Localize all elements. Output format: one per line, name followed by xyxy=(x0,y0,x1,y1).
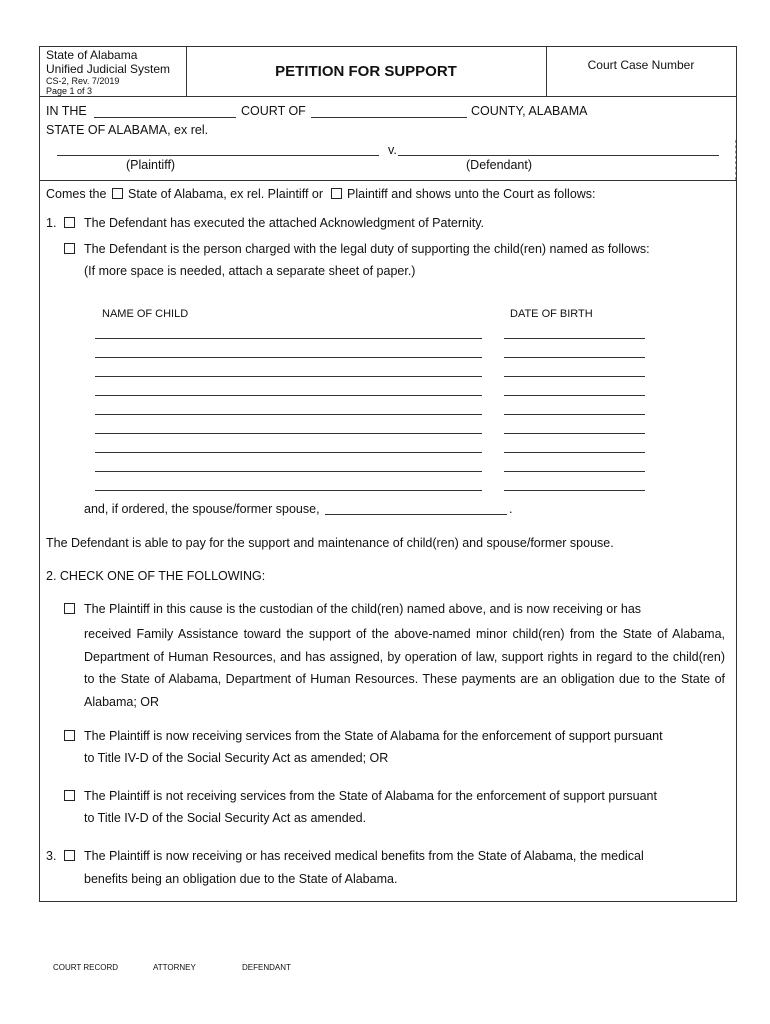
form-title: PETITION FOR SUPPORT xyxy=(275,63,457,80)
state-ex-rel-label: STATE OF ALABAMA, ex rel. xyxy=(46,123,209,137)
caption-bottom-rule xyxy=(39,180,736,181)
versus-label: v. xyxy=(388,143,397,157)
county-alabama-label: COUNTY, ALABAMA xyxy=(471,104,588,118)
medical-benefits-checkbox[interactable] xyxy=(64,850,75,861)
header-bottom-rule xyxy=(39,96,736,97)
court-case-number-label: Court Case Number xyxy=(587,58,695,72)
child-name-field[interactable] xyxy=(95,338,482,339)
child-name-field[interactable] xyxy=(95,395,482,396)
copy-defendant: DEFENDANT xyxy=(242,963,291,972)
child-name-field[interactable] xyxy=(95,471,482,472)
child-dob-field[interactable] xyxy=(504,338,645,339)
custodian-checkbox[interactable] xyxy=(64,603,75,614)
not-ivd-services-line1: The Plaintiff is not receiving services from the State of Alabama for the enforcement of support pursuant xyxy=(84,789,657,803)
child-dob-field[interactable] xyxy=(504,433,645,434)
plaintiff-option: Plaintiff and shows unto the Court as follows: xyxy=(347,187,596,201)
child-dob-field[interactable] xyxy=(504,471,645,472)
spouse-name-field[interactable] xyxy=(325,514,507,515)
not-ivd-services-checkbox[interactable] xyxy=(64,790,75,801)
plaintiff-name-field[interactable] xyxy=(57,155,379,156)
custodian-text-rest: received Family Assistance toward the support of the above-named minor child(ren) from the State of Alabama, Department of Human Resources, and has assigned, by operation of law, support rights in regard to the child(ren) to the State of Alabama, Department of Human Resources. These payments are an obligation due to the State of Alabama; OR xyxy=(84,627,725,709)
child-dob-field[interactable] xyxy=(504,452,645,453)
spouse-label: and, if ordered, the spouse/former spouse, xyxy=(84,502,320,516)
court-case-number-field[interactable] xyxy=(552,74,730,92)
court-of-label: COURT OF xyxy=(241,104,306,118)
page-number: Page 1 of 3 xyxy=(46,86,93,96)
custodian-text-line1: The Plaintiff in this cause is the custodian of the child(ren) named above, and is now receiving or has xyxy=(84,602,642,616)
ivd-services-line2: to Title IV-D of the Social Security Act as amended; OR xyxy=(84,751,389,765)
able-to-pay-text: The Defendant is able to pay for the support and maintenance of child(ren) and spouse/former spouse. xyxy=(46,536,614,550)
state-ex-rel-option: State of Alabama, ex rel. Plaintiff or xyxy=(128,187,324,201)
comes-the-label: Comes the xyxy=(46,187,107,201)
not-ivd-services-line2: to Title IV-D of the Social Security Act as amended. xyxy=(84,811,367,825)
form-number: CS-2, Rev. 7/2019 xyxy=(46,76,120,86)
child-name-field[interactable] xyxy=(95,490,482,491)
in-the-label: IN THE xyxy=(46,104,87,118)
plaintiff-label: (Plaintiff) xyxy=(126,158,176,172)
ivd-services-line1: The Plaintiff is now receiving services from the State of Alabama for the enforcement of support pursuant xyxy=(84,729,663,743)
defendant-label: (Defendant) xyxy=(466,158,533,172)
plaintiff-checkbox[interactable] xyxy=(331,188,342,199)
extra-space-note: (If more space is needed, attach a separate sheet of paper.) xyxy=(84,264,416,278)
court-type-field[interactable] xyxy=(94,117,236,118)
acknowledgment-checkbox[interactable] xyxy=(64,217,75,228)
form-frame xyxy=(39,46,737,902)
medical-benefits-line2: benefits being an obligation due to the State of Alabama. xyxy=(84,872,398,886)
section-2-heading: 2. CHECK ONE OF THE FOLLOWING: xyxy=(46,569,266,583)
defendant-name-field[interactable] xyxy=(398,155,719,156)
section-3-number: 3. xyxy=(46,849,57,863)
child-dob-field[interactable] xyxy=(504,414,645,415)
state-ex-rel-checkbox[interactable] xyxy=(112,188,123,199)
child-dob-field[interactable] xyxy=(504,490,645,491)
acknowledgment-text: The Defendant has executed the attached Acknowledgment of Paternity. xyxy=(84,216,485,230)
spouse-period: . xyxy=(509,502,513,516)
system-label: Unified Judicial System xyxy=(46,62,171,76)
child-name-field[interactable] xyxy=(95,357,482,358)
name-of-child-header: NAME OF CHILD xyxy=(102,308,189,320)
state-label: State of Alabama xyxy=(46,48,138,62)
medical-benefits-line1: The Plaintiff is now receiving or has received medical benefits from the State of Alabama, the medical xyxy=(84,849,644,863)
child-dob-field[interactable] xyxy=(504,395,645,396)
copy-attorney: ATTORNEY xyxy=(153,963,196,972)
legal-duty-text: The Defendant is the person charged with the legal duty of supporting the child(ren) named as follows: xyxy=(84,242,650,256)
section-1-number: 1. xyxy=(46,216,57,230)
ivd-services-checkbox[interactable] xyxy=(64,730,75,741)
child-name-field[interactable] xyxy=(95,452,482,453)
caption-right-tick xyxy=(735,140,736,180)
child-name-field[interactable] xyxy=(95,414,482,415)
child-name-field[interactable] xyxy=(95,376,482,377)
legal-duty-checkbox[interactable] xyxy=(64,243,75,254)
child-dob-field[interactable] xyxy=(504,357,645,358)
child-dob-field[interactable] xyxy=(504,376,645,377)
date-of-birth-header: DATE OF BIRTH xyxy=(510,308,593,320)
child-name-field[interactable] xyxy=(95,433,482,434)
county-field[interactable] xyxy=(311,117,467,118)
copy-court-record: COURT RECORD xyxy=(53,963,119,972)
